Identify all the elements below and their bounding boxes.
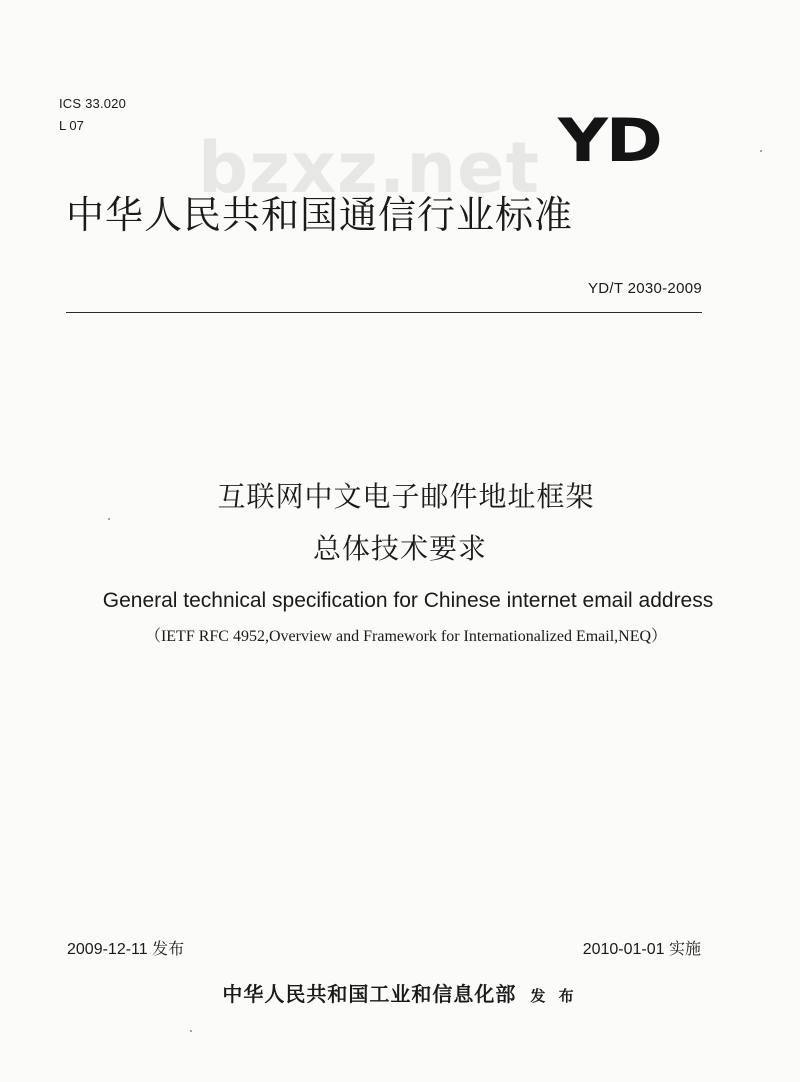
standard-number: YD/T 2030-2009 xyxy=(588,280,702,297)
document-title-line1: 互联网中文电子邮件地址框架 xyxy=(217,480,595,513)
implementation-date: 2010-01-01 实施 xyxy=(582,941,701,958)
scan-speck xyxy=(108,518,110,520)
issuer-name: 中华人民共和国工业和信息化部 xyxy=(222,982,517,1006)
issuer-action: 发 布 xyxy=(530,987,578,1005)
issuer-line xyxy=(0,980,800,1010)
english-title: General technical specification for Chinese internet email address xyxy=(102,589,714,612)
english-reference: （IETF RFC 4952,Overview and Framework for Internationalized Email,NEQ） xyxy=(144,628,668,645)
document-title-line2: 总体技术要求 xyxy=(312,532,487,565)
scan-speck xyxy=(760,150,762,152)
ccs-code: L 07 xyxy=(59,118,84,133)
header-rule xyxy=(66,312,702,313)
ics-code: ICS 33.020 xyxy=(59,96,127,111)
issue-date: 2009-12-11 发布 xyxy=(67,941,185,958)
scan-speck xyxy=(190,1030,192,1032)
yd-logo: YD xyxy=(558,106,661,176)
watermark-text: bzxz.net xyxy=(198,127,541,209)
standard-title: 中华人民共和国通信行业标准 xyxy=(66,193,574,237)
